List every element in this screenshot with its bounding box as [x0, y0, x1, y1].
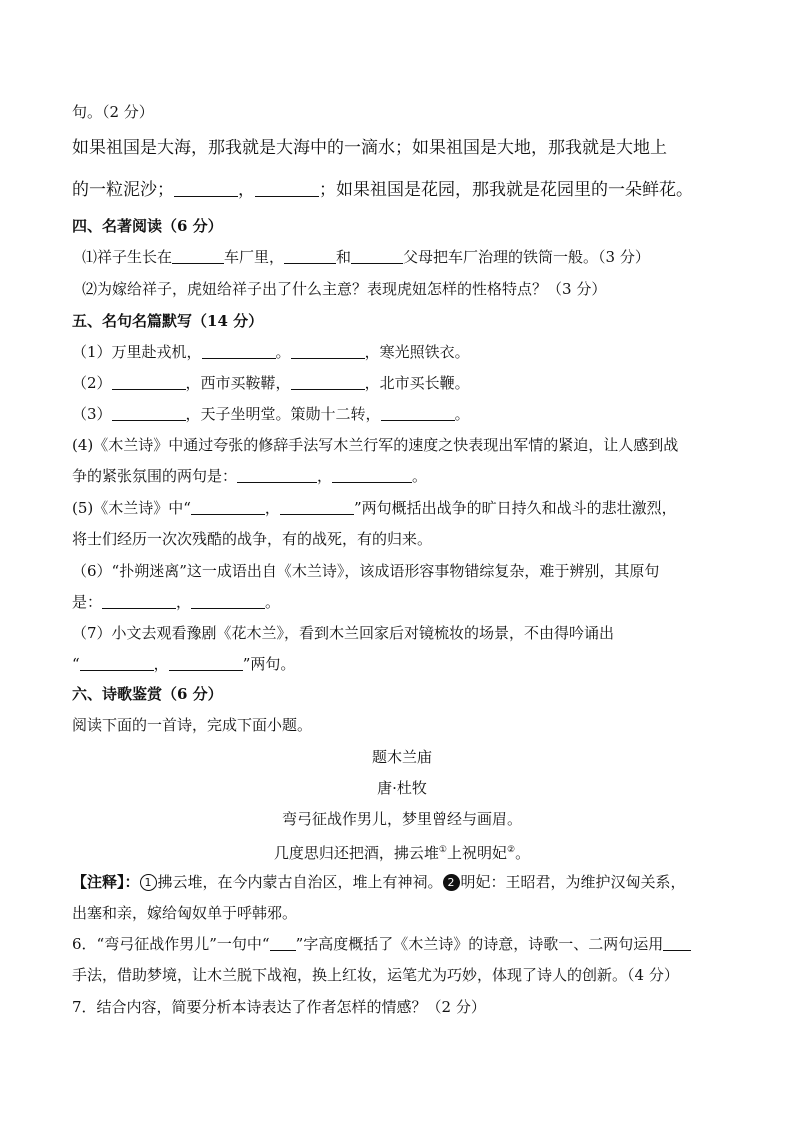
poem-line-1: 弯弓征战作男儿，梦里曾经与画眉。 — [281, 810, 522, 828]
s5-q4-l2-b: ， — [317, 467, 333, 485]
s5-q3-b: ，天子坐明堂。策勋十二转， — [185, 405, 381, 423]
q3-line2-b: ， — [238, 180, 255, 200]
s5-q1-a: （1）万里赴戎机， — [72, 343, 202, 361]
s4-q1-c: 和 — [336, 248, 352, 266]
s6-q7: 7．结合内容，简要分析本诗表达了作者怎样的情感？（2 分） — [72, 998, 486, 1016]
note-text-1: 拂云堆，在今内蒙古自治区，堆上有神祠。 — [157, 873, 443, 891]
note-number-1: 1 — [140, 874, 157, 891]
q3-line2-c: ；如果祖国是花园，那我就是花园里的一朵鲜花。 — [319, 180, 693, 200]
s5-q4-l2-c: 。 — [412, 467, 428, 485]
s5-q1-b: 。 — [275, 343, 291, 361]
s5-q4-line1: (4)《木兰诗》中通过夸张的修辞手法写木兰行军的速度之快表现出军情的紧迫，让人感到战 — [72, 436, 679, 454]
s5-q5-l1-a: (5)《木兰诗》中“ — [72, 499, 191, 517]
s5-q6-line1: （6）“扑朔迷离”这一成语出自《木兰诗》，该成语形容事物错综复杂，难于辨别，其原句 — [72, 562, 660, 580]
answer-blank[interactable] — [191, 593, 265, 609]
answer-blank[interactable] — [191, 499, 265, 515]
s5-q2-a: （2） — [72, 374, 112, 392]
poem-author: 唐·杜牧 — [377, 779, 427, 797]
s5-q4-line2 — [72, 465, 427, 487]
answer-blank[interactable] — [663, 935, 691, 951]
answer-blank[interactable] — [237, 467, 317, 483]
s5-q6-l2-c: 。 — [265, 593, 281, 611]
answer-blank[interactable] — [172, 248, 224, 264]
s6-q6-l1-b: ”字高度概括了《木兰诗》的诗意，诗歌一、二两句运用 — [295, 935, 664, 953]
answer-blank[interactable] — [102, 593, 176, 609]
answer-blank[interactable] — [284, 248, 336, 264]
s6-q6-line2: 手法，借助梦境，让木兰脱下战袍，换上红妆，运笔尤为巧妙，体现了诗人的创新。（4 分） — [72, 966, 679, 984]
answer-blank[interactable] — [291, 343, 365, 359]
s6-q6-l1-a: 6．“弯弓征战作男儿”一句中“ — [72, 935, 270, 953]
note-text-2: 明妃：王昭君，为维护汉匈关系， — [460, 873, 686, 891]
s4-q1 — [82, 246, 650, 268]
s5-q3-c: 。 — [454, 405, 470, 423]
s6-intro: 阅读下面的一首诗，完成下面小题。 — [72, 716, 313, 734]
answer-blank[interactable] — [80, 655, 154, 671]
s5-q5-line1 — [72, 497, 677, 519]
q3-line2-a: 的一粒泥沙； — [72, 180, 174, 200]
poem-line-2 — [72, 839, 732, 864]
answer-blank[interactable] — [255, 181, 319, 197]
s5-q7-line2 — [72, 653, 295, 675]
s5-q5-l1-c: ”两句概括出战争的旷日持久和战斗的悲壮激烈， — [353, 499, 677, 517]
s5-q6-l2-b: ， — [176, 593, 192, 611]
poem-line2-b: 上祝明妃 — [446, 844, 507, 862]
s5-q7-l2-a: “ — [72, 655, 80, 673]
section-6-heading: 六、诗歌鉴赏（6 分） — [72, 685, 223, 703]
s5-q4-l2-a: 争的紧张氛围的两句是： — [72, 467, 238, 485]
s4-q1-d: 父母把车厂治理的铁筒一般。（3 分） — [403, 248, 650, 266]
s4-q1-b: 车厂里， — [224, 248, 285, 266]
s5-q6-line2 — [72, 591, 280, 613]
notes-label: 【注释】： — [72, 873, 140, 891]
answer-blank[interactable] — [270, 935, 296, 951]
s5-q7-l2-b: ， — [153, 655, 169, 673]
answer-blank[interactable] — [112, 374, 186, 390]
s5-q1-c: ，寒光照铁衣。 — [364, 343, 470, 361]
s5-q7-line1: （7）小文去观看豫剧《花木兰》，看到木兰回家后对镜梳妆的场景，不由得吟诵出 — [72, 624, 615, 642]
s5-q3-a: （3） — [72, 405, 112, 423]
poem-line2-c: 。 — [515, 844, 531, 862]
s5-q7-l2-c: ”两句。 — [242, 655, 296, 673]
note-number-2: 2 — [443, 874, 460, 891]
q3-line2 — [72, 177, 693, 203]
answer-blank[interactable] — [280, 499, 354, 515]
answer-blank[interactable] — [112, 405, 186, 421]
s5-q1 — [72, 341, 470, 363]
notes-line2: 出塞和亲，嫁给匈奴单于呼韩邪。 — [72, 904, 298, 922]
s4-q1-a: ⑴祥子生长在 — [82, 248, 173, 266]
answer-blank[interactable] — [169, 655, 243, 671]
q3-tail: 句。（2 分） — [72, 103, 154, 121]
poem-line2-a: 几度思归还把酒，拂云堆 — [273, 844, 439, 862]
s5-q2-c: ，北市买长鞭。 — [364, 374, 470, 392]
answer-blank[interactable] — [174, 181, 238, 197]
q3-line1: 如果祖国是大海，那我就是大海中的一滴水；如果祖国是大地，那我就是大地上 — [72, 138, 667, 158]
s6-q6-line1 — [72, 933, 691, 955]
s5-q5-l1-b: ， — [264, 499, 280, 517]
s5-q3 — [72, 403, 470, 425]
section-4-heading: 四、名著阅读（6 分） — [72, 217, 223, 235]
s4-q2: ⑵为嫁给祥子，虎妞给祥子出了什么主意？表现虎妞怎样的性格特点？（3 分） — [82, 280, 607, 298]
answer-blank[interactable] — [381, 405, 455, 421]
s5-q2 — [72, 372, 470, 394]
notes-line1 — [72, 871, 686, 893]
s5-q5-line2: 将士们经历一次次残酷的战争，有的战死，有的归来。 — [72, 530, 433, 548]
answer-blank[interactable] — [202, 343, 276, 359]
answer-blank[interactable] — [351, 248, 403, 264]
s5-q2-b: ，西市买鞍鞯， — [185, 374, 291, 392]
answer-blank[interactable] — [291, 374, 365, 390]
footnote-marker-1: ① — [438, 845, 447, 855]
s5-q6-l2-a: 是： — [72, 593, 103, 611]
poem-title: 题木兰庙 — [371, 748, 432, 766]
answer-blank[interactable] — [332, 467, 412, 483]
footnote-marker-2: ② — [507, 845, 516, 855]
section-5-heading: 五、名句名篇默写（14 分） — [72, 312, 264, 330]
